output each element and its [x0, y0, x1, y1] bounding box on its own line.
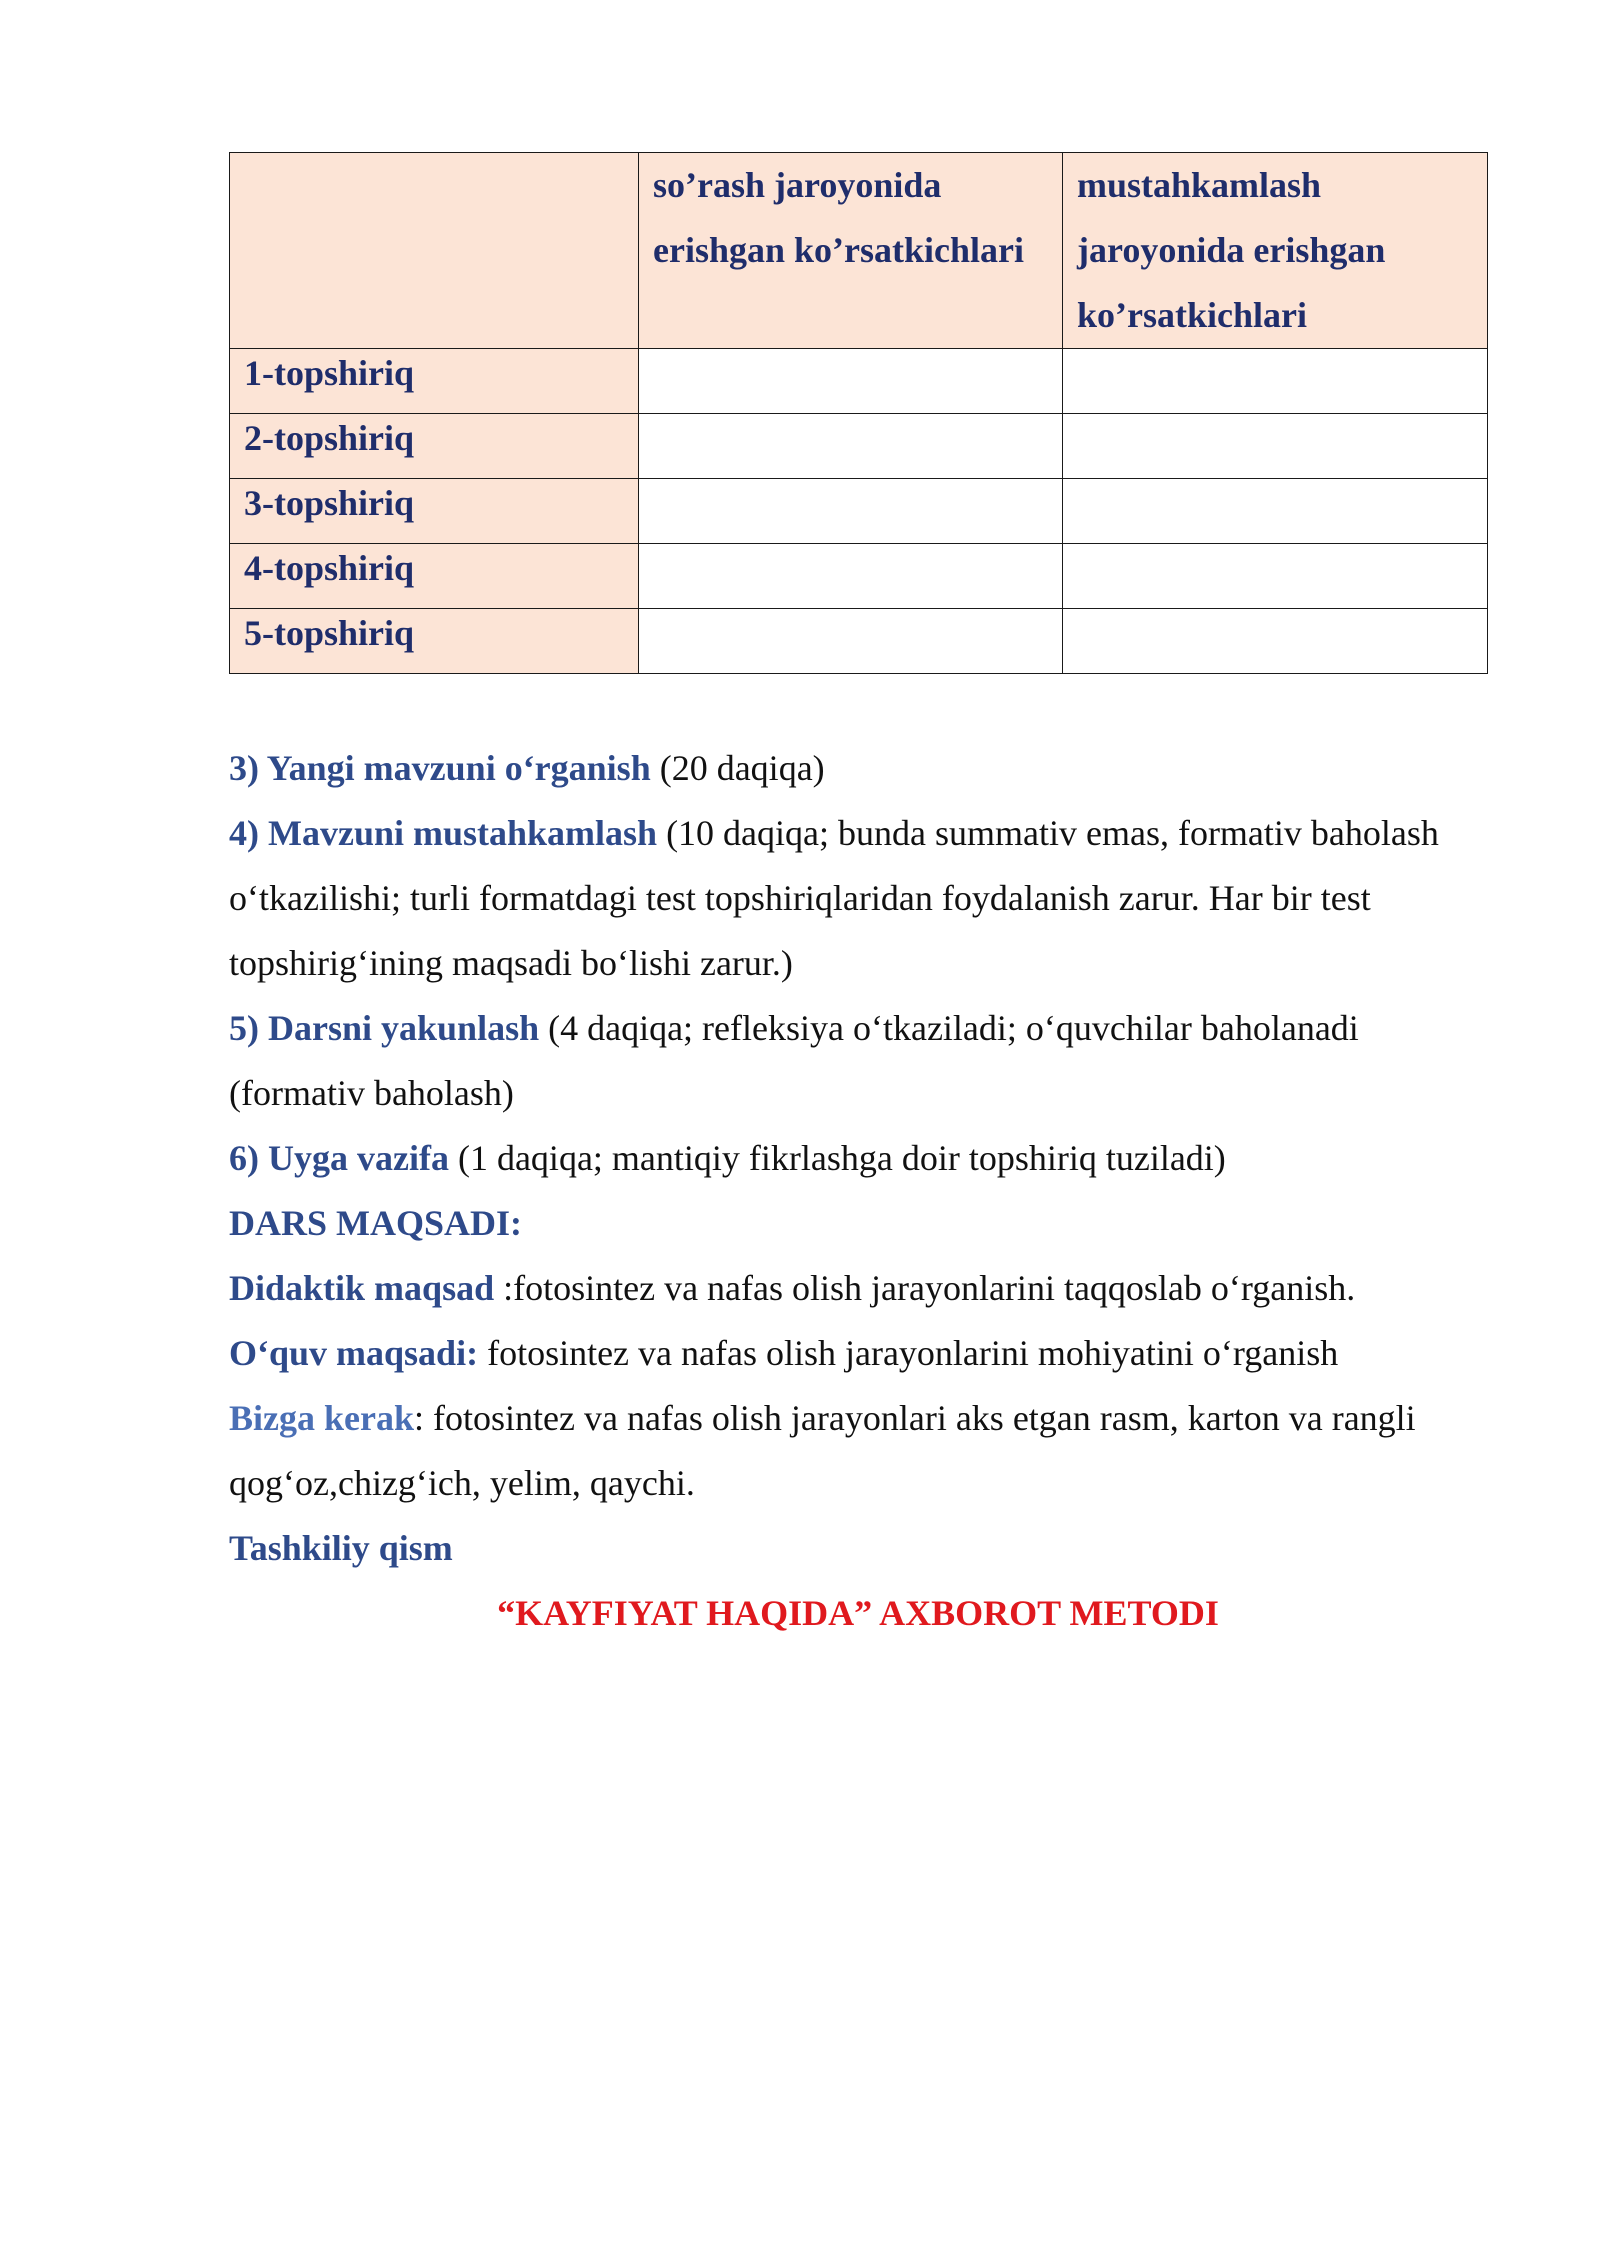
table-cell	[639, 349, 1063, 414]
tashkiliy-qism-heading: Tashkiliy qism	[229, 1528, 453, 1568]
table-row	[230, 609, 1488, 674]
task-label: 5-topshiriq	[230, 609, 639, 674]
section-heading: Bizga kerak	[229, 1398, 414, 1438]
table-header-row	[230, 153, 1488, 349]
table-cell	[1063, 544, 1488, 609]
table-header-cell: mustahkamlash jaroyonida erishgan ko’rsatkichlari	[1063, 153, 1488, 349]
table-cell	[639, 479, 1063, 544]
section-heading: O‘quv maqsadi:	[229, 1333, 479, 1373]
section-heading: 4) Mavzuni mustahkamlash	[229, 813, 658, 853]
table-cell	[1063, 349, 1488, 414]
section-6	[229, 1126, 1487, 1191]
section-heading: 6) Uyga vazifa	[229, 1138, 449, 1178]
table-row	[230, 544, 1488, 609]
section-text: (10 daqiqa; bunda summativ emas, formativ baholash o‘tkazilishi; turli formatdagi test topshiriqlaridan foydalanish zarur. Har bir test topshirig‘ining maqsadi bo‘lishi zarur.)	[229, 813, 1439, 983]
section-heading: 5) Darsni yakunlash	[229, 1008, 540, 1048]
section-heading: Didaktik maqsad	[229, 1268, 495, 1308]
document-page	[229, 152, 1487, 1646]
dars-maqsadi-heading: DARS MAQSADI:	[229, 1203, 523, 1243]
section-text: : fotosintez va nafas olish jarayonlari aks etgan rasm, karton va rangli qog‘oz,chizg‘ich, yelim, qaychi.	[229, 1398, 1416, 1503]
lesson-content	[229, 736, 1487, 1646]
table-cell	[639, 609, 1063, 674]
table-header-cell	[230, 153, 639, 349]
table-header-cell: so’rash jaroyonida erishgan ko’rsatkichlari	[639, 153, 1063, 349]
section-5	[229, 996, 1487, 1126]
section-text: fotosintez va nafas olish jarayonlarini mohiyatini o‘rganish	[478, 1333, 1339, 1373]
table-cell	[1063, 609, 1488, 674]
section-4	[229, 801, 1487, 996]
section-text: (4 daqiqa; refleksiya o‘tkaziladi; o‘quvchilar baholanadi (formativ baholash)	[229, 1008, 1359, 1113]
didaktik-maqsad	[229, 1256, 1487, 1321]
table-cell	[639, 414, 1063, 479]
task-label: 4-topshiriq	[230, 544, 639, 609]
table-cell	[639, 544, 1063, 609]
scores-table	[229, 152, 1488, 674]
table-cell	[1063, 414, 1488, 479]
task-label: 3-topshiriq	[230, 479, 639, 544]
table-row	[230, 479, 1488, 544]
section-text: (1 daqiqa; mantiqiy fikrlashga doir topshiriq tuziladi)	[448, 1138, 1226, 1178]
table-row	[230, 349, 1488, 414]
section-3	[229, 736, 1487, 801]
section-text: :fotosintez va nafas olish jarayonlarini taqqoslab o‘rganish.	[494, 1268, 1356, 1308]
method-title: “KAYFIYAT HAQIDA” AXBOROT METODI	[497, 1593, 1219, 1633]
task-label: 2-topshiriq	[230, 414, 639, 479]
task-label: 1-topshiriq	[230, 349, 639, 414]
oquv-maqsadi	[229, 1321, 1487, 1386]
table-row	[230, 414, 1488, 479]
section-heading: 3) Yangi mavzuni o‘rganish	[229, 748, 651, 788]
bizga-kerak	[229, 1386, 1487, 1516]
section-text: (20 daqiqa)	[650, 748, 825, 788]
table-cell	[1063, 479, 1488, 544]
